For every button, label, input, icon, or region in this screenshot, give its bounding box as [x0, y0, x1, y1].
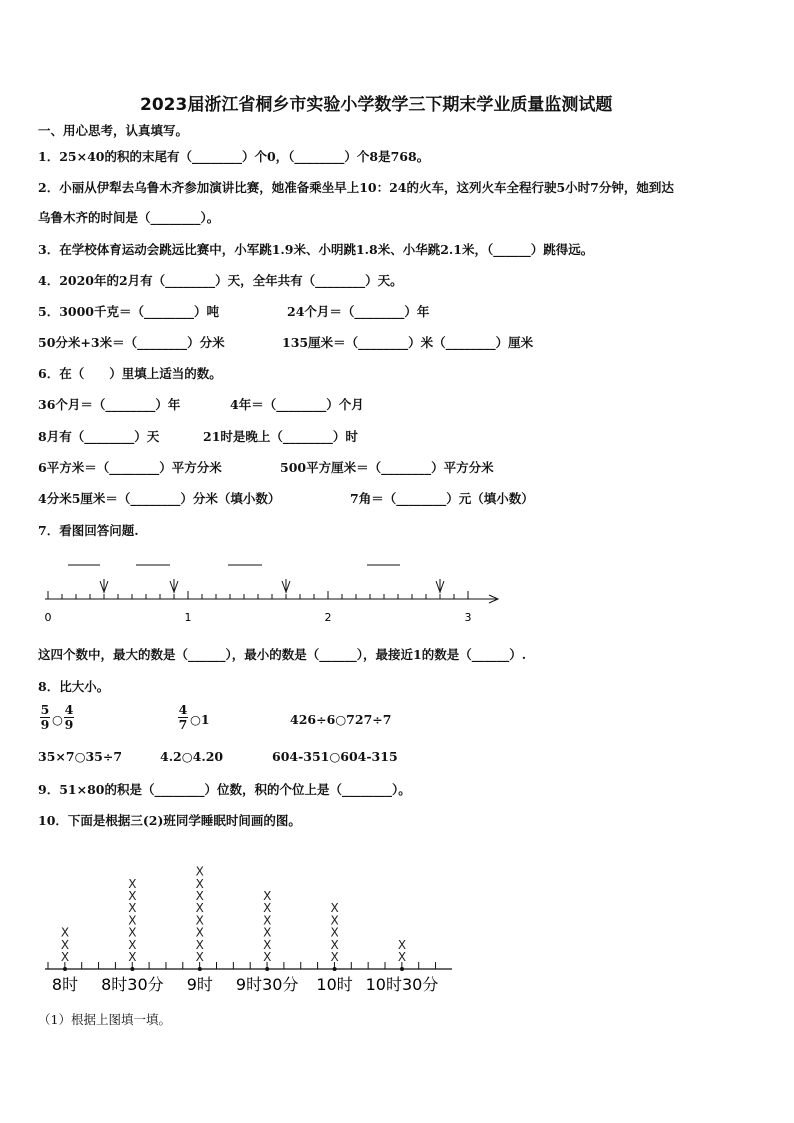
- plot-x-mark: X: [195, 925, 204, 940]
- plot-axis-label: 8时: [51, 975, 79, 994]
- question-3: 3．在学校体育运动会跳远比赛中，小军跳1.9米、小明跳1.8米、小华跳2.1米，（______）跳得远。: [38, 242, 594, 257]
- number-line: [0, 555, 794, 635]
- plot-hour-dot: [198, 967, 202, 971]
- number-line-ticks: [48, 591, 468, 599]
- number-line-label: 3: [464, 611, 472, 624]
- question-2-line1: 2．小丽从伊犁去乌鲁木齐参加演讲比赛，她准备乘坐早上10：24的火车，这列火车全程行驶5小时7分钟，她到达: [38, 180, 674, 195]
- plot-x-mark: X: [128, 889, 137, 903]
- plot-hour-dot: [265, 967, 269, 971]
- fraction-4-7: [178, 702, 188, 732]
- plot-x-mark: X: [195, 876, 204, 891]
- plot-axis-label: 8时30分: [101, 975, 164, 994]
- plot-x-mark: X: [195, 889, 204, 903]
- plot-axis-label: 9时: [186, 975, 213, 994]
- question-6-r4b: 7角＝（________）元（填小数）: [350, 491, 534, 506]
- plot-x-mark: X: [263, 925, 272, 940]
- plot-axis-label: 9时30分: [235, 975, 299, 994]
- section-heading: 一、用心思考，认真填写。: [38, 123, 189, 138]
- plot-x-mark: X: [195, 864, 204, 879]
- plot-x-mark: X: [397, 937, 407, 952]
- sleep-time-dot-plot: [0, 830, 794, 1000]
- plot-x-mark: X: [263, 937, 272, 952]
- number-line-label: 0: [44, 611, 52, 624]
- plot-x-mark: X: [263, 889, 272, 903]
- plot-x-mark: X: [330, 925, 339, 940]
- plot-x-mark: X: [128, 950, 137, 964]
- plot-axis-label: 10时30分: [365, 975, 439, 994]
- plot-x-mark: X: [263, 901, 272, 916]
- fraction-denominator: 9: [40, 717, 50, 732]
- question-6-r1a: 36个月＝（________）年: [38, 397, 181, 412]
- plot-x-mark: X: [60, 937, 70, 952]
- compare-circle: ○: [52, 712, 63, 727]
- plot-x-mark: X: [60, 950, 70, 964]
- compare-e: 4.2○4.20: [160, 749, 224, 764]
- question-6-r2a: 8月有（________）天: [38, 429, 160, 444]
- question-6-r1b: 4年＝（________）个月: [230, 397, 364, 412]
- compare-c: 426÷6○727÷7: [290, 712, 392, 727]
- page-title: 2023届浙江省桐乡市实验小学数学三下期末学业质量监测试题: [140, 95, 613, 115]
- question-7-question: 这四个数中，最大的数是（______），最小的数是（______），最接近1的数是（______）.: [38, 647, 527, 662]
- plot-x-mark: X: [195, 950, 204, 964]
- question-7-heading: 7．看图回答问题.: [38, 523, 139, 538]
- plot-x-mark: X: [195, 937, 204, 952]
- plot-hour-dot: [400, 967, 404, 971]
- plot-hour-dot: [333, 967, 337, 971]
- plot-x-mark: X: [128, 913, 137, 928]
- fraction-numerator: 5: [40, 702, 50, 717]
- question-9: 9．51×80的积是（________）位数，积的个位上是（________）。: [38, 782, 411, 797]
- number-line-label: 2: [324, 611, 332, 624]
- plot-x-mark: X: [128, 937, 137, 952]
- question-8-heading: 8．比大小。: [38, 679, 110, 694]
- fraction-5-9: [40, 702, 50, 732]
- plot-x-mark: X: [60, 925, 70, 940]
- compare-f: 604-351○604-315: [272, 749, 398, 764]
- plot-axis-label: 10时: [316, 975, 353, 994]
- question-6-r3b: 500平方厘米＝（________）平方分米: [280, 460, 494, 475]
- number-line-markers: [100, 579, 444, 593]
- question-4: 4．2020年的2月有（________）天，全年共有（________）天。: [38, 273, 403, 288]
- plot-x-mark: X: [128, 925, 137, 940]
- fraction-4-9: [64, 702, 74, 732]
- fraction-numerator: 4: [178, 702, 188, 717]
- question-5a: 5．3000千克＝（________）吨: [38, 304, 219, 319]
- plot-x-mark: X: [330, 913, 339, 928]
- fraction-denominator: 9: [64, 717, 74, 732]
- question-10-heading: 10．下面是根据三(2)班同学睡眠时间画的图。: [38, 813, 301, 828]
- question-5c: 50分米+3米＝（________）分米: [38, 335, 225, 350]
- question-5d: 135厘米＝（________）米（________）厘米: [282, 335, 534, 350]
- plot-x-mark: X: [330, 950, 339, 964]
- plot-x-mark: X: [128, 876, 137, 891]
- plot-hour-dot: [130, 967, 134, 971]
- plot-x-mark: X: [330, 937, 339, 952]
- fraction-numerator: 4: [64, 702, 74, 717]
- plot-x-mark: X: [128, 901, 137, 916]
- question-6-r3a: 6平方米＝（________）平方分米: [38, 460, 222, 475]
- plot-x-mark: X: [195, 901, 204, 916]
- question-10-sub: （1）根据上图填一填。: [38, 1012, 171, 1027]
- plot-hour-dot: [63, 967, 67, 971]
- question-5b: 24个月＝（________）年: [287, 304, 430, 319]
- question-6-r4a: 4分米5厘米＝（________）分米（填小数）: [38, 491, 281, 506]
- fraction-denominator: 7: [178, 717, 188, 732]
- plot-x-mark: X: [263, 913, 272, 928]
- question-1: 1．25×40的积的末尾有（________）个0，（________）个8是768。: [38, 149, 430, 164]
- plot-x-mark: X: [263, 950, 272, 964]
- question-6-heading: 6．在（ ）里填上适当的数。: [38, 366, 222, 381]
- plot-x-mark: X: [397, 950, 407, 964]
- question-2-line2: 乌鲁木齐的时间是（________）。: [38, 210, 220, 225]
- plot-x-mark: X: [330, 901, 339, 916]
- question-6-r2b: 21时是晚上（________）时: [203, 429, 358, 444]
- number-line-label: 1: [184, 611, 192, 624]
- plot-x-mark: X: [195, 913, 204, 928]
- compare-with-one: ○1: [190, 712, 210, 727]
- compare-d: 35×7○35÷7: [38, 749, 123, 764]
